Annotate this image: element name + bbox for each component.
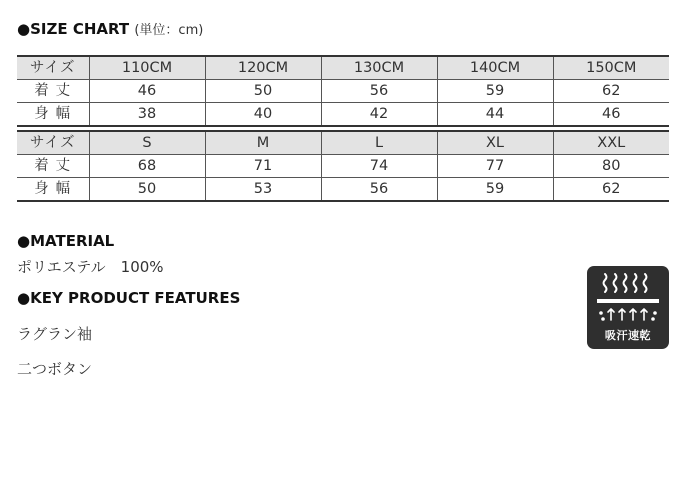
table-cell: 71 [205,155,321,178]
table-cell: 74 [321,155,437,178]
table-cell: 62 [553,80,669,103]
feature-item: 二つボタン [17,360,93,378]
table-cell: 53 [205,178,321,202]
sweat-absorbing-quick-dry-icon [587,266,669,330]
adult-header-size-label: サイズ [17,131,89,155]
kids-header-cell: 120CM [205,56,321,80]
size-chart-heading [17,19,203,38]
kids-header-size-label: サイズ [17,56,89,80]
adult-header-cell: L [321,131,437,155]
table-cell: 42 [321,103,437,127]
kids-header-cell: 140CM [437,56,553,80]
kids-width-label: 身 幅 [17,103,89,127]
table-cell: 77 [437,155,553,178]
table-cell: 62 [553,178,669,202]
table-cell: 46 [89,80,205,103]
table-cell: 68 [89,155,205,178]
features-heading: ●KEY PRODUCT FEATURES [17,289,241,307]
kids-size-table [17,55,669,127]
kids-length-label: 着 丈 [17,80,89,103]
table-cell: 38 [89,103,205,127]
feature-item: ラグラン袖 [17,325,93,343]
material-text: ポリエステル 100% [17,258,164,276]
table-cell: 56 [321,178,437,202]
kids-header-cell: 110CM [89,56,205,80]
table-cell: 56 [321,80,437,103]
table-cell: 40 [205,103,321,127]
table-cell: 59 [437,178,553,202]
kids-width-row [17,103,669,127]
size-chart-title: ●SIZE CHART [17,20,130,38]
adult-size-header-row [17,131,669,155]
material-heading: ●MATERIAL [17,232,115,250]
quick-dry-badge [587,266,669,349]
quick-dry-label: 吸汗速乾 [604,329,652,342]
adult-header-cell: M [205,131,321,155]
table-cell: 46 [553,103,669,127]
kids-header-cell: 150CM [553,56,669,80]
kids-length-row [17,80,669,103]
table-cell: 50 [89,178,205,202]
kids-header-cell: 130CM [321,56,437,80]
table-cell: 59 [437,80,553,103]
adult-header-cell: S [89,131,205,155]
adult-size-table [17,130,669,202]
adult-header-cell: XL [437,131,553,155]
size-chart-unit: (単位：cm) [134,23,204,38]
table-cell: 50 [205,80,321,103]
adult-length-label: 着 丈 [17,155,89,178]
adult-width-label: 身 幅 [17,178,89,202]
table-cell: 44 [437,103,553,127]
adult-width-row [17,178,669,202]
adult-length-row [17,155,669,178]
kids-size-header-row [17,56,669,80]
adult-header-cell: XXL [553,131,669,155]
table-cell: 80 [553,155,669,178]
